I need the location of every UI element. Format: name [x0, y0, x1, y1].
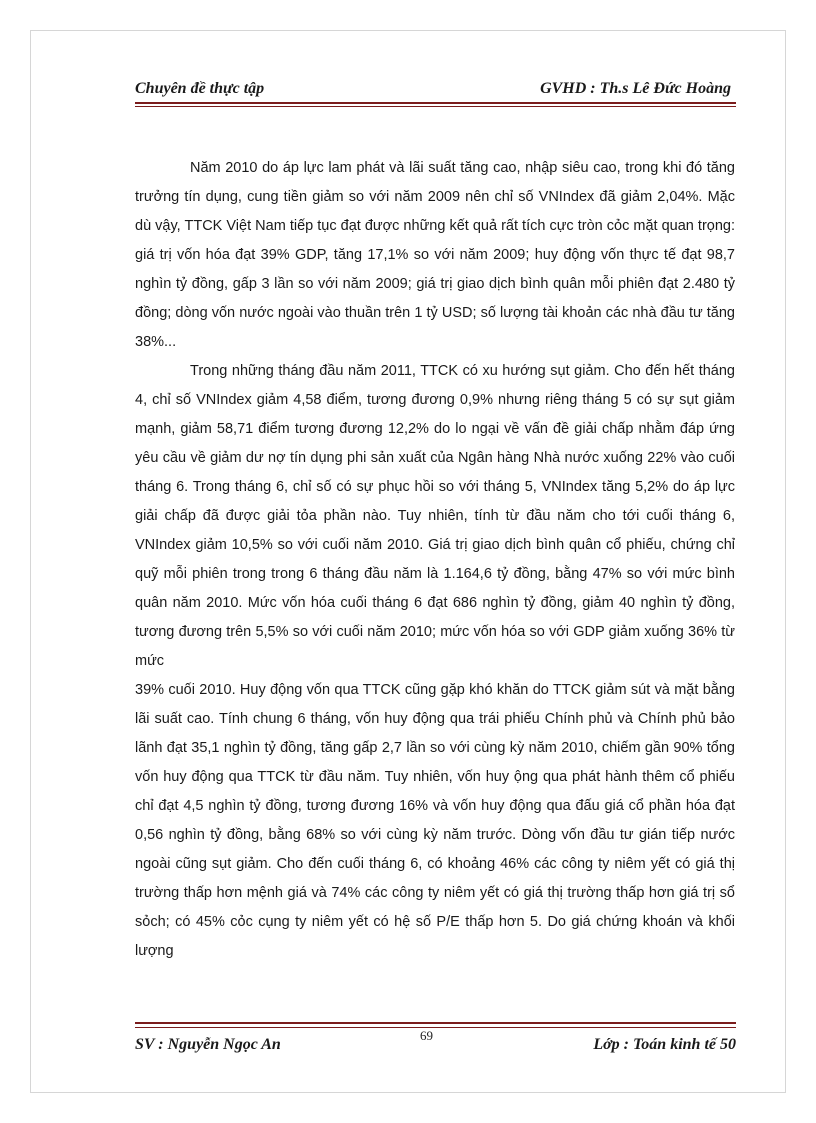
page-number: 69: [420, 1028, 433, 1043]
body-text: [135, 154, 735, 966]
header-rule-thick: [135, 102, 736, 104]
footer-rule-thick: [135, 1022, 736, 1024]
page-header: [135, 80, 731, 102]
header-rule-thin: [135, 106, 736, 107]
footer-rule-thin: [135, 1027, 736, 1028]
header-supervisor: GVHD : Th.s Lê Đức Hoàng: [540, 80, 731, 97]
footer-student-name: SV : Nguyễn Ngọc An: [135, 1036, 281, 1053]
paragraph-2011-market: Trong những tháng đầu năm 2011, TTCK có xu hướng sụt giảm. Cho đến hết tháng 4, chỉ số VNIndex giảm 4,58 điểm, tương đương 0,9% nhưng riêng tháng 5 có sự sụt giảm mạnh, giảm 58,71 điểm tương đương 12,2% do lo ngại về vấn đề giải chấp nhằm đáp ứng yêu cầu về giảm dư nợ tín dụng phi sản xuất của Ngân hàng Nhà nước xuống 22% vào cuối tháng 6. Trong tháng 6, chỉ số có sự phục hồi so với tháng 5, VNIndex tăng 5,2% do áp lực giải chấp đã được giải tỏa phần nào. Tuy nhiên, tính từ đầu năm cho tới cuối tháng 6, VNIndex giảm 10,5% so với cuối năm 2010. Giá trị giao dịch bình quân cổ phiếu, chứng chỉ quỹ mỗi phiên trong trong 6 tháng đầu năm là 1.164,6 tỷ đồng, bằng 47% so với mức bình quân năm 2010. Mức vốn hóa cuối tháng 6 đạt 686 nghìn tỷ đồng, giảm 40 nghìn tỷ đồng, tương đương trên 5,5% so với cuối năm 2010; mức vốn hóa so với GDP giảm xuống 36% từ mức: [135, 363, 735, 669]
paragraph-capital-mobilization: 39% cuối 2010. Huy động vốn qua TTCK cũng gặp khó khăn do TTCK giảm sút và mặt bằng lãi suất cao. Tính chung 6 tháng, vốn huy động qua trái phiếu Chính phủ và Chính phủ bảo lãnh đạt 35,1 nghìn tỷ đồng, tăng gấp 2,7 lần so với cùng kỳ năm 2010, chiếm gần 90% tổng vốn huy động qua TTCK từ đầu năm. Tuy nhiên, vốn huy ộng qua phát hành thêm cổ phiếu chỉ đạt 4,5 nghìn tỷ đồng, tương đương 16% và vốn huy động qua đấu giá cổ phần hóa đạt 0,56 nghìn tỷ đồng, bằng 68% so với cùng kỳ năm trước. Dòng vốn đầu tư gián tiếp nước ngoài cũng sụt giảm. Cho đến cuối tháng 6, có khoảng 46% các công ty niêm yết có giá thị trường thấp hơn mệnh giá và 74% các công ty niêm yết có giá thị trường thấp hơn giá trị sổ sỏch; có 45% cỏc cụng ty niêm yết có hệ số P/E thấp hơn 5. Do giá chứng khoán và khối lượng: [135, 682, 735, 959]
header-document-type: Chuyên đề thực tập: [135, 80, 265, 97]
paragraph-2010-market: Năm 2010 do áp lực lam phát và lãi suất tăng cao, nhập siêu cao, trong khi đó tăng trưởng tín dụng, cung tiền giảm so với năm 2009 nên chỉ số VNIndex đã giảm 2,04%. Mặc dù vậy, TTCK Việt Nam tiếp tục đạt được những kết quả rất tích cực tròn cỏc mặt quan trọng: giá trị vốn hóa đạt 39% GDP, tăng 17,1% so với năm 2009; huy động vốn thực tế đạt 98,7 nghìn tỷ đồng, gấp 3 lần so với năm 2009; giá trị giao dịch bình quân mỗi phiên đạt 2.480 tỷ đồng; dòng vốn nước ngoài vào thuần trên 1 tỷ USD; số lượng tài khoản các nhà đầu tư tăng 38%...: [135, 160, 735, 350]
footer-class-name: Lớp : Toán kinh tế 50: [593, 1036, 736, 1053]
page-footer: [135, 1036, 736, 1058]
